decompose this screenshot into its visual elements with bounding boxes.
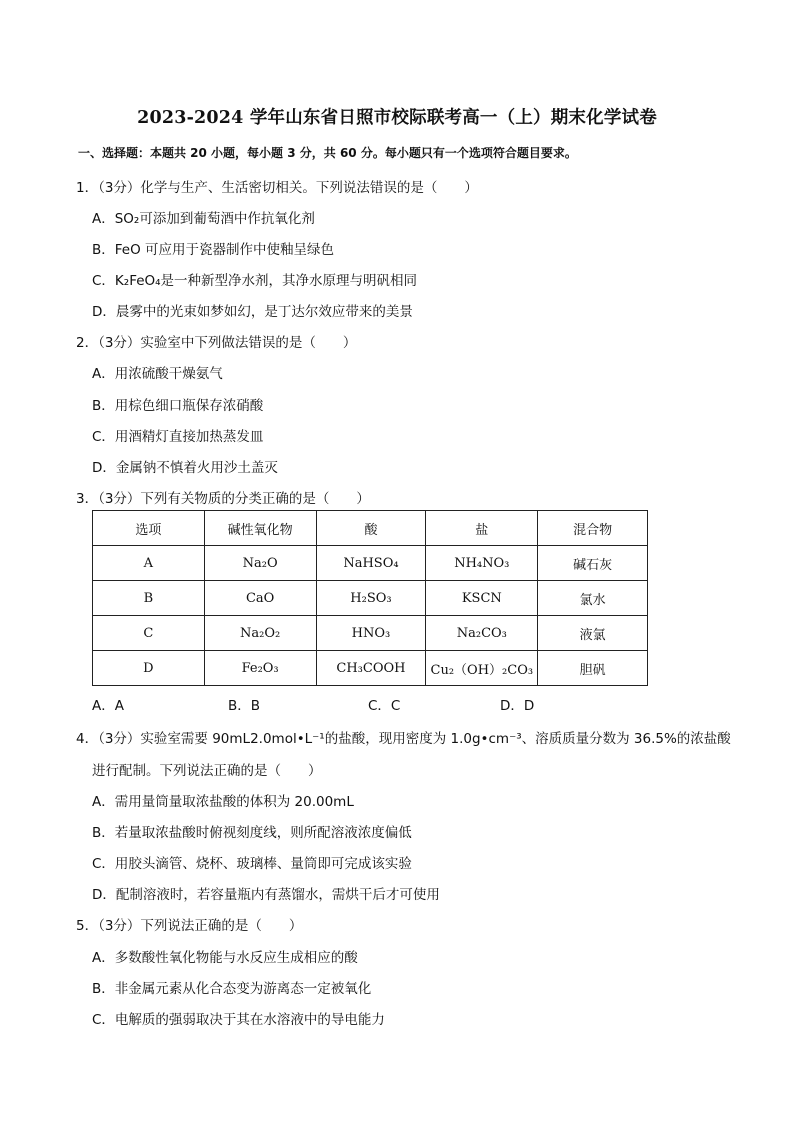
- question-5-stem: 5．（3分）下列说法正确的是（ ）: [76, 918, 303, 934]
- question-4-option-a: A．需用量筒量取浓盐酸的体积为 20.00mL: [92, 794, 354, 810]
- question-3-choice-a: A．A: [92, 698, 124, 714]
- table-cell: HNO₃: [316, 616, 426, 651]
- table-cell: D: [93, 651, 205, 686]
- question-5-option-c: C．电解质的强弱取决于其在水溶液中的导电能力: [92, 1012, 385, 1028]
- question-2-option-c: C．用酒精灯直接加热蒸发皿: [92, 429, 264, 445]
- classification-table: [92, 510, 648, 686]
- table-cell: H₂SO₃: [316, 581, 426, 616]
- table-cell: Na₂O₂: [204, 616, 316, 651]
- question-2-stem: 2．（3分）实验室中下列做法错误的是（ ）: [76, 335, 357, 351]
- table-cell: CH₃COOH: [316, 651, 426, 686]
- table-cell: NH₄NO₃: [426, 546, 538, 581]
- question-4-option-d: D．配制溶液时，若容量瓶内有蒸馏水，需烘干后才可使用: [92, 887, 440, 903]
- question-5-option-a: A．多数酸性氧化物能与水反应生成相应的酸: [92, 950, 358, 966]
- question-1-option-c: C．K₂FeO₄是一种新型净水剂，其净水原理与明矾相同: [92, 273, 418, 289]
- question-3-stem: 3．（3分）下列有关物质的分类正确的是（ ）: [76, 491, 370, 507]
- table-row: [93, 546, 648, 581]
- question-5-option-b: B．非金属元素从化合态变为游离态一定被氧化: [92, 981, 372, 997]
- table-cell: B: [93, 581, 205, 616]
- question-1-option-b: B．FeO 可应用于瓷器制作中使釉呈绿色: [92, 242, 335, 258]
- table-cell: Na₂CO₃: [426, 616, 538, 651]
- table-cell: Fe₂O₃: [204, 651, 316, 686]
- table-header-cell: 选项: [93, 511, 205, 546]
- question-4-stem-continued: 进行配制。下列说法正确的是（ ）: [92, 763, 322, 779]
- table-cell: KSCN: [426, 581, 538, 616]
- table-cell: C: [93, 616, 205, 651]
- question-2-option-b: B．用棕色细口瓶保存浓硝酸: [92, 398, 264, 414]
- table-cell: 胆矾: [538, 651, 648, 686]
- question-2-option-a: A．用浓硫酸干燥氨气: [92, 366, 223, 382]
- question-3-choice-c: C．C: [368, 698, 401, 714]
- question-3-choice-d: D．D: [500, 698, 535, 714]
- table-header-row: [93, 511, 648, 546]
- exam-title: 2023-2024 学年山东省日照市校际联考高一（上）期末化学试卷: [137, 108, 657, 128]
- question-2-option-d: D．金属钠不慎着火用沙土盖灭: [92, 460, 278, 476]
- question-1-stem: 1．（3分）化学与生产、生活密切相关。下列说法错误的是（ ）: [76, 180, 478, 196]
- question-4-option-b: B．若量取浓盐酸时俯视刻度线，则所配溶液浓度偏低: [92, 825, 412, 841]
- question-1-option-a: A．SO₂可添加到葡萄酒中作抗氧化剂: [92, 211, 315, 227]
- table-cell: Cu₂（OH）₂CO₃: [426, 651, 538, 686]
- question-3-choice-b: B．B: [228, 698, 261, 714]
- table-header-cell: 混合物: [538, 511, 648, 546]
- table-cell: 碱石灰: [538, 546, 648, 581]
- table-cell: 氯水: [538, 581, 648, 616]
- table-header-cell: 盐: [426, 511, 538, 546]
- table-row: [93, 651, 648, 686]
- section-heading: 一、选择题：本题共 20 小题，每小题 3 分，共 60 分。每小题只有一个选项符合题目要求。: [78, 146, 577, 160]
- table-header-cell: 碱性氧化物: [204, 511, 316, 546]
- table-cell: Na₂O: [204, 546, 316, 581]
- table-header-cell: 酸: [316, 511, 426, 546]
- table-row: [93, 581, 648, 616]
- question-1-option-d: D．晨雾中的光束如梦如幻，是丁达尔效应带来的美景: [92, 304, 413, 320]
- table-cell: 液氯: [538, 616, 648, 651]
- question-4-option-c: C．用胶头滴管、烧杯、玻璃棒、量筒即可完成该实验: [92, 856, 412, 872]
- question-4-stem: 4．（3分）实验室需要 90mL2.0mol•L⁻¹的盐酸，现用密度为 1.0g•cm⁻³、溶质质量分数为 36.5%的浓盐酸: [76, 731, 731, 747]
- table-cell: CaO: [204, 581, 316, 616]
- table-cell: A: [93, 546, 205, 581]
- table-cell: NaHSO₄: [316, 546, 426, 581]
- table-row: [93, 616, 648, 651]
